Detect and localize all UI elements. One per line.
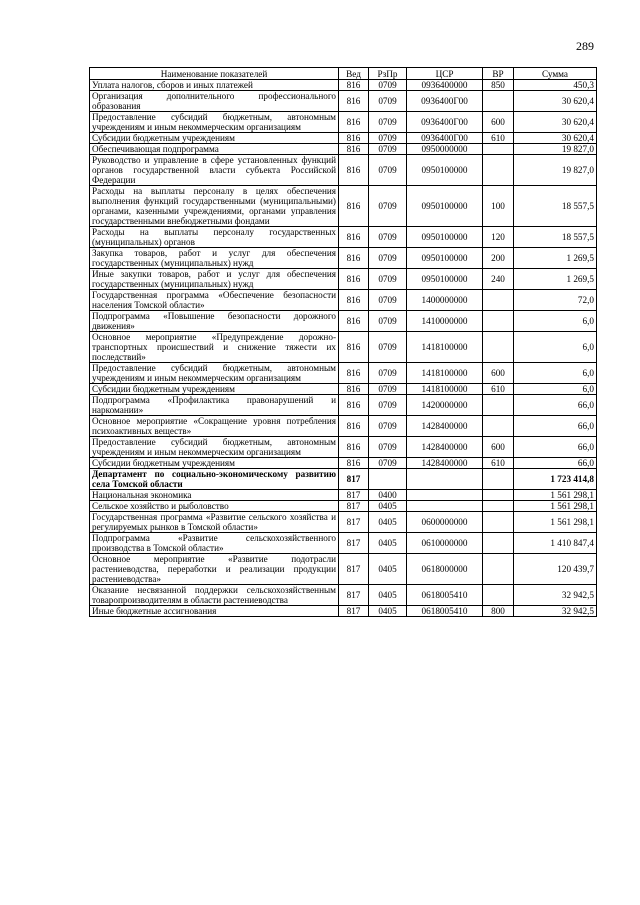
- row-vr-cell: [483, 416, 514, 437]
- row-sum-cell: 19 827,0: [514, 155, 597, 186]
- row-vr-cell: [483, 554, 514, 585]
- row-vr-cell: [483, 490, 514, 501]
- row-csr-cell: 0936400Г00: [407, 133, 483, 144]
- row-sum-cell: 66,0: [514, 437, 597, 458]
- row-name-cell: Основное мероприятие «Сокращение уровня потребления психоактивных веществ»: [90, 416, 339, 437]
- header-sum: Сумма: [514, 68, 597, 80]
- table-row: [90, 606, 597, 617]
- table-row: [90, 80, 597, 91]
- row-ved-cell: 816: [339, 112, 369, 133]
- row-sum-cell: 120 439,7: [514, 554, 597, 585]
- row-sum-cell: 32 942,5: [514, 606, 597, 617]
- row-name-cell: Предоставление субсидий бюджетным, автономным учреждениям и иным некоммерческим организациям: [90, 112, 339, 133]
- row-vr-cell: [483, 91, 514, 112]
- table-row: [90, 416, 597, 437]
- row-ved-cell: 816: [339, 437, 369, 458]
- row-name-cell: Субсидии бюджетным учреждениям: [90, 133, 339, 144]
- row-csr-cell: 1400000000: [407, 290, 483, 311]
- row-vr-cell: [483, 501, 514, 512]
- budget-table: [89, 67, 597, 617]
- row-sum-cell: 18 557,5: [514, 227, 597, 248]
- row-ved-cell: 816: [339, 186, 369, 227]
- row-vr-cell: [483, 512, 514, 533]
- row-ved-cell: 817: [339, 585, 369, 606]
- row-vr-cell: 800: [483, 606, 514, 617]
- row-csr-cell: 0950100000: [407, 269, 483, 290]
- row-rzpr-cell: 0709: [369, 311, 407, 332]
- row-rzpr-cell: 0405: [369, 585, 407, 606]
- row-rzpr-cell: 0709: [369, 363, 407, 384]
- row-ved-cell: 816: [339, 269, 369, 290]
- page-number: 289: [576, 39, 594, 53]
- row-name-cell: Организация дополнительного профессионального образования: [90, 91, 339, 112]
- row-ved-cell: 816: [339, 144, 369, 155]
- row-ved-cell: 817: [339, 490, 369, 501]
- header-rzpr: РзПр: [369, 68, 407, 80]
- row-vr-cell: 200: [483, 248, 514, 269]
- row-ved-cell: 816: [339, 80, 369, 91]
- table-row: [90, 290, 597, 311]
- row-csr-cell: 0936400000: [407, 80, 483, 91]
- row-ved-cell: 816: [339, 384, 369, 395]
- row-name-cell: Иные закупки товаров, работ и услуг для обеспечения государственных (муниципальных) нужд: [90, 269, 339, 290]
- row-sum-cell: 30 620,4: [514, 112, 597, 133]
- row-vr-cell: 120: [483, 227, 514, 248]
- row-sum-cell: 450,3: [514, 80, 597, 91]
- row-sum-cell: 6,0: [514, 384, 597, 395]
- row-rzpr-cell: 0709: [369, 133, 407, 144]
- row-name-cell: Департамент по социально-экономическому развитию села Томской области: [90, 469, 339, 490]
- table-row: [90, 155, 597, 186]
- row-sum-cell: 66,0: [514, 458, 597, 469]
- row-vr-cell: 610: [483, 458, 514, 469]
- row-sum-cell: 6,0: [514, 363, 597, 384]
- row-rzpr-cell: 0709: [369, 384, 407, 395]
- row-sum-cell: 19 827,0: [514, 144, 597, 155]
- row-rzpr-cell: 0405: [369, 533, 407, 554]
- table-row: [90, 469, 597, 490]
- row-vr-cell: [483, 290, 514, 311]
- row-ved-cell: 816: [339, 91, 369, 112]
- row-csr-cell: 0610000000: [407, 533, 483, 554]
- row-rzpr-cell: 0709: [369, 269, 407, 290]
- row-csr-cell: 0936400Г00: [407, 112, 483, 133]
- row-name-cell: Расходы на выплаты персоналу в целях обеспечения выполнения функций государственными (муниципальными) органами, казенными учреждениями, органами управления государственными внебюджетными фондами: [90, 186, 339, 227]
- row-ved-cell: 816: [339, 416, 369, 437]
- row-vr-cell: 100: [483, 186, 514, 227]
- row-sum-cell: 66,0: [514, 416, 597, 437]
- row-sum-cell: 1 269,5: [514, 269, 597, 290]
- row-sum-cell: 32 942,5: [514, 585, 597, 606]
- table-row: [90, 269, 597, 290]
- row-ved-cell: 816: [339, 248, 369, 269]
- row-csr-cell: 0618005410: [407, 606, 483, 617]
- row-csr-cell: 0950100000: [407, 227, 483, 248]
- row-csr-cell: 1428400000: [407, 416, 483, 437]
- row-sum-cell: 6,0: [514, 311, 597, 332]
- row-vr-cell: [483, 469, 514, 490]
- row-name-cell: Иные бюджетные ассигнования: [90, 606, 339, 617]
- table-row: [90, 554, 597, 585]
- row-rzpr-cell: 0709: [369, 248, 407, 269]
- row-sum-cell: 72,0: [514, 290, 597, 311]
- table-row: [90, 311, 597, 332]
- table-row: [90, 384, 597, 395]
- header-ved: Вед: [339, 68, 369, 80]
- row-vr-cell: 600: [483, 437, 514, 458]
- row-name-cell: Государственная программа «Развитие сельского хозяйства и регулируемых рынков в Томской области»: [90, 512, 339, 533]
- row-vr-cell: 600: [483, 363, 514, 384]
- row-name-cell: Субсидии бюджетным учреждениям: [90, 384, 339, 395]
- row-ved-cell: 816: [339, 133, 369, 144]
- table-row: [90, 490, 597, 501]
- row-ved-cell: 816: [339, 311, 369, 332]
- row-rzpr-cell: [369, 469, 407, 490]
- row-vr-cell: [483, 155, 514, 186]
- row-rzpr-cell: 0405: [369, 501, 407, 512]
- row-csr-cell: 1418100000: [407, 384, 483, 395]
- row-sum-cell: 18 557,5: [514, 186, 597, 227]
- table-row: [90, 248, 597, 269]
- row-vr-cell: [483, 395, 514, 416]
- row-name-cell: Сельское хозяйство и рыболовство: [90, 501, 339, 512]
- table-row: [90, 585, 597, 606]
- row-csr-cell: [407, 501, 483, 512]
- row-rzpr-cell: 0709: [369, 416, 407, 437]
- table-row: [90, 332, 597, 363]
- row-ved-cell: 816: [339, 458, 369, 469]
- row-ved-cell: 816: [339, 227, 369, 248]
- row-rzpr-cell: 0709: [369, 458, 407, 469]
- row-sum-cell: 66,0: [514, 395, 597, 416]
- row-rzpr-cell: 0400: [369, 490, 407, 501]
- row-rzpr-cell: 0709: [369, 144, 407, 155]
- row-name-cell: Национальная экономика: [90, 490, 339, 501]
- row-name-cell: Основное мероприятие «Предупреждение дорожно-транспортных происшествий и снижение тяжести их последствий»: [90, 332, 339, 363]
- row-vr-cell: [483, 332, 514, 363]
- row-sum-cell: 1 561 298,1: [514, 512, 597, 533]
- row-ved-cell: 816: [339, 332, 369, 363]
- row-rzpr-cell: 0709: [369, 290, 407, 311]
- table-row: [90, 395, 597, 416]
- row-csr-cell: [407, 490, 483, 501]
- row-name-cell: Руководство и управление в сфере установленных функций органов государственной власти субъекта Российской Федерации: [90, 155, 339, 186]
- row-rzpr-cell: 0405: [369, 606, 407, 617]
- row-vr-cell: 850: [483, 80, 514, 91]
- row-ved-cell: 817: [339, 533, 369, 554]
- row-vr-cell: 610: [483, 384, 514, 395]
- row-vr-cell: 600: [483, 112, 514, 133]
- row-vr-cell: 610: [483, 133, 514, 144]
- row-name-cell: Оказание несвязанной поддержки сельскохозяйственным товаропроизводителям в области растениеводства: [90, 585, 339, 606]
- row-csr-cell: 0936400Г00: [407, 91, 483, 112]
- row-vr-cell: [483, 533, 514, 554]
- table-body: [90, 80, 597, 617]
- table-row: [90, 144, 597, 155]
- row-rzpr-cell: 0709: [369, 227, 407, 248]
- row-csr-cell: 1428400000: [407, 437, 483, 458]
- row-csr-cell: 1418100000: [407, 363, 483, 384]
- table-row: [90, 227, 597, 248]
- row-sum-cell: 1 269,5: [514, 248, 597, 269]
- row-csr-cell: 0618005410: [407, 585, 483, 606]
- row-rzpr-cell: 0709: [369, 80, 407, 91]
- row-csr-cell: 0950100000: [407, 248, 483, 269]
- row-name-cell: Расходы на выплаты персоналу государственных (муниципальных) органов: [90, 227, 339, 248]
- row-csr-cell: 0950100000: [407, 155, 483, 186]
- row-ved-cell: 816: [339, 395, 369, 416]
- row-ved-cell: 816: [339, 155, 369, 186]
- row-sum-cell: 6,0: [514, 332, 597, 363]
- row-name-cell: Подпрограмма «Повышение безопасности дорожного движения»: [90, 311, 339, 332]
- row-csr-cell: 1410000000: [407, 311, 483, 332]
- row-name-cell: Предоставление субсидий бюджетным, автономным учреждениям и иным некоммерческим организациям: [90, 363, 339, 384]
- row-rzpr-cell: 0709: [369, 112, 407, 133]
- row-ved-cell: 817: [339, 606, 369, 617]
- table-row: [90, 91, 597, 112]
- row-rzpr-cell: 0709: [369, 91, 407, 112]
- row-sum-cell: 30 620,4: [514, 91, 597, 112]
- row-ved-cell: 817: [339, 554, 369, 585]
- row-sum-cell: 1 723 414,8: [514, 469, 597, 490]
- row-csr-cell: 0618000000: [407, 554, 483, 585]
- row-name-cell: Подпрограмма «Развитие сельскохозяйственного производства в Томской области»: [90, 533, 339, 554]
- header-name: Наименование показателей: [90, 68, 339, 80]
- table-row: [90, 533, 597, 554]
- row-csr-cell: 0600000000: [407, 512, 483, 533]
- row-vr-cell: 240: [483, 269, 514, 290]
- row-name-cell: Основное мероприятие «Развитие подотрасли растениеводства, переработки и реализации продукции растениеводства»: [90, 554, 339, 585]
- row-csr-cell: [407, 469, 483, 490]
- row-name-cell: Субсидии бюджетным учреждениям: [90, 458, 339, 469]
- row-csr-cell: 0950100000: [407, 186, 483, 227]
- row-rzpr-cell: 0709: [369, 437, 407, 458]
- row-vr-cell: [483, 585, 514, 606]
- header-vr: ВР: [483, 68, 514, 80]
- row-name-cell: Подпрограмма «Профилактика правонарушений и наркомании»: [90, 395, 339, 416]
- row-sum-cell: 1 561 298,1: [514, 490, 597, 501]
- row-vr-cell: [483, 144, 514, 155]
- row-csr-cell: 0950000000: [407, 144, 483, 155]
- table-row: [90, 458, 597, 469]
- row-rzpr-cell: 0709: [369, 155, 407, 186]
- row-ved-cell: 817: [339, 512, 369, 533]
- row-sum-cell: 1 561 298,1: [514, 501, 597, 512]
- row-sum-cell: 30 620,4: [514, 133, 597, 144]
- table-row: [90, 512, 597, 533]
- row-name-cell: Предоставление субсидий бюджетным, автономным учреждениям и иным некоммерческим организациям: [90, 437, 339, 458]
- table-header-row: [90, 68, 597, 80]
- row-rzpr-cell: 0405: [369, 512, 407, 533]
- row-name-cell: Государственная программа «Обеспечение безопасности населения Томской области»: [90, 290, 339, 311]
- table-row: [90, 133, 597, 144]
- row-csr-cell: 1418100000: [407, 332, 483, 363]
- table-row: [90, 501, 597, 512]
- row-name-cell: Уплата налогов, сборов и иных платежей: [90, 80, 339, 91]
- row-rzpr-cell: 0709: [369, 332, 407, 363]
- row-csr-cell: 1428400000: [407, 458, 483, 469]
- row-ved-cell: 817: [339, 501, 369, 512]
- row-csr-cell: 1420000000: [407, 395, 483, 416]
- row-name-cell: Закупка товаров, работ и услуг для обеспечения государственных (муниципальных) нужд: [90, 248, 339, 269]
- row-name-cell: Обеспечивающая подпрограмма: [90, 144, 339, 155]
- header-csr: ЦСР: [407, 68, 483, 80]
- row-rzpr-cell: 0405: [369, 554, 407, 585]
- row-rzpr-cell: 0709: [369, 186, 407, 227]
- row-rzpr-cell: 0709: [369, 395, 407, 416]
- row-sum-cell: 1 410 847,4: [514, 533, 597, 554]
- table-row: [90, 112, 597, 133]
- row-vr-cell: [483, 311, 514, 332]
- table-row: [90, 186, 597, 227]
- row-ved-cell: 816: [339, 363, 369, 384]
- row-ved-cell: 817: [339, 469, 369, 490]
- row-ved-cell: 816: [339, 290, 369, 311]
- table-row: [90, 363, 597, 384]
- table-row: [90, 437, 597, 458]
